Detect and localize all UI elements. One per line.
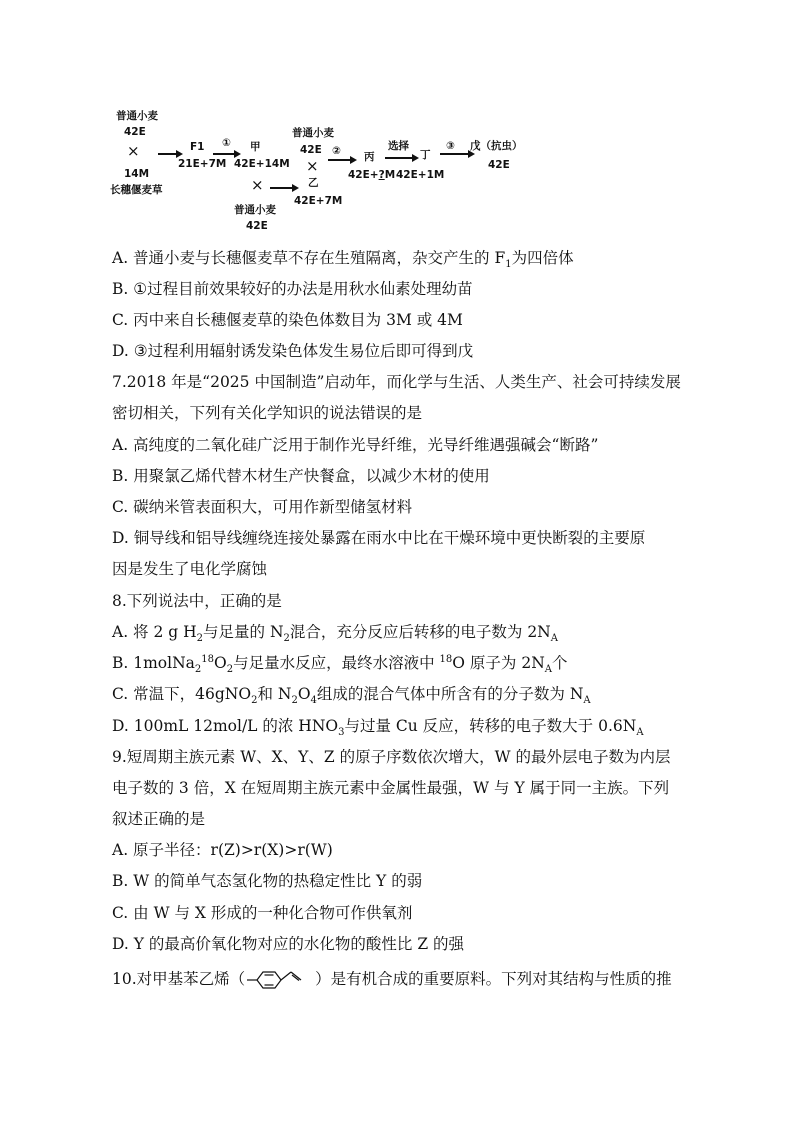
f1-name: F1 [190,141,205,153]
f1-genome: 21E+7M [178,158,227,170]
q9-stem-line1: 9.短周期主族元素 W、X、Y、Z 的原子序数依次增大，W 的最外层电子数为内层 [112,748,671,766]
ding-genome: 42E+1M [396,169,445,181]
q7-stem-line2: 密切相关，下列有关化学知识的说法错误的是 [112,404,423,422]
q8-option-a: A. 将 2 g $H_2$与足量的 $N_2$混合，充分反应后转移的电子数为 $2N_A$ [112,623,558,645]
cross-symbol-3: × [306,157,319,175]
jia-name: 甲 [250,141,261,153]
q8-option-d: D. 100mL 12mol/L 的浓 $HNO_3$与过量 Cu 反应，转移的电子数大于 $0.6N_A$ [112,717,644,739]
cross-symbol-2: × [251,176,264,194]
yi-name: 乙 [308,177,319,189]
ding-name: 丁 [420,149,431,161]
wheat2-genome: 42E [246,220,268,232]
jia-genome: 42E+14M [234,158,290,170]
step3-label: ③ [446,140,455,152]
q6-option-b: B. ①过程目前效果较好的办法是用秋水仙素处理幼苗 [112,280,473,298]
step2-label: ② [332,145,341,157]
q8-option-b: B. $1molNa_2^{18}O_2$与足量水反应，最终水溶液中 $^{18}$O 原子为 $2N_A$个 [112,653,568,676]
q10-stem: 10.对甲基苯乙烯（ ）是有机合成的重要原料。下列对其结构与性质的推 [112,968,672,992]
q8-stem: 8.下列说法中，正确的是 [112,592,282,610]
breeding-diagram [110,100,550,240]
yi-genome: 42E+7M [294,195,343,207]
q7-option-c: C. 碳纳米管表面积大，可用作新型储氢材料 [112,498,413,516]
bing-name: 丙 [364,151,375,163]
wu-name: 戊（抗虫） [470,140,523,152]
q9-option-c: C. 由 W 与 X 形成的一种化合物可作供氧剂 [112,904,413,922]
p-methylstyrene-structure-icon [245,968,315,992]
step1-label: ① [222,137,231,149]
select-label: 选择 [388,140,409,152]
diagram-arrows [110,100,550,240]
q6-option-c: C. 丙中来自长穗偃麦草的染色体数目为 3M 或 4M [112,311,463,329]
q7-option-a: A. 高纯度的二氧化硅广泛用于制作光导纤维，光导纤维遇强碱会“断路” [112,436,599,454]
q6-option-a: A. 普通小麦与长穗偃麦草不存在生殖隔离，杂交产生的 $F_1$为四倍体 [112,249,574,271]
cross-symbol-1: × [127,142,140,160]
bing-genome: 42E+?M [348,169,396,181]
q9-stem-line2: 电子数的 3 倍，X 在短周期主族元素中金属性最强，W 与 Y 属于同一主族。下列 [112,779,670,797]
q9-option-b: B. W 的简单气态氢化物的热稳定性比 Y 的弱 [112,872,423,890]
q8-option-c: C. 常温下，46gNO$_2$和 $N_2O_4$组成的混合气体中所含有的分子数为 $N_A$ [112,685,591,707]
wheat1-name: 普通小麦 [116,110,158,122]
q9-option-a: A. 原子半径：r(Z)>r(X)>r(W) [112,841,333,859]
wheat1-genome: 42E [124,126,146,138]
q7-stem-line1: 7.2018 年是“2025 中国制造”启动年，而化学与生活、人类生产、社会可持续发展 [112,373,681,391]
wu-genome: 42E [488,159,510,171]
q7-option-b: B. 用聚氯乙烯代替木材生产快餐盒，以减少木材的使用 [112,467,490,485]
q6-option-d: D. ③过程利用辐射诱发染色体发生易位后即可得到戊 [112,342,474,360]
grass-genome: 14M [124,168,150,180]
grass-name: 长穗偃麦草 [110,184,163,196]
wheat2-name: 普通小麦 [234,204,276,216]
wheat3-name: 普通小麦 [292,127,334,139]
q9-option-d: D. Y 的最高价氧化物对应的水化物的酸性比 Z 的强 [112,935,465,953]
q9-stem-line3: 叙述正确的是 [112,810,206,828]
q7-option-d-line1: D. 铜导线和铝导线缠绕连接处暴露在雨水中比在干燥环境中更快断裂的主要原 [112,529,646,547]
q7-option-d-line2: 因是发生了电化学腐蚀 [112,560,268,578]
wheat3-genome: 42E [300,144,322,156]
